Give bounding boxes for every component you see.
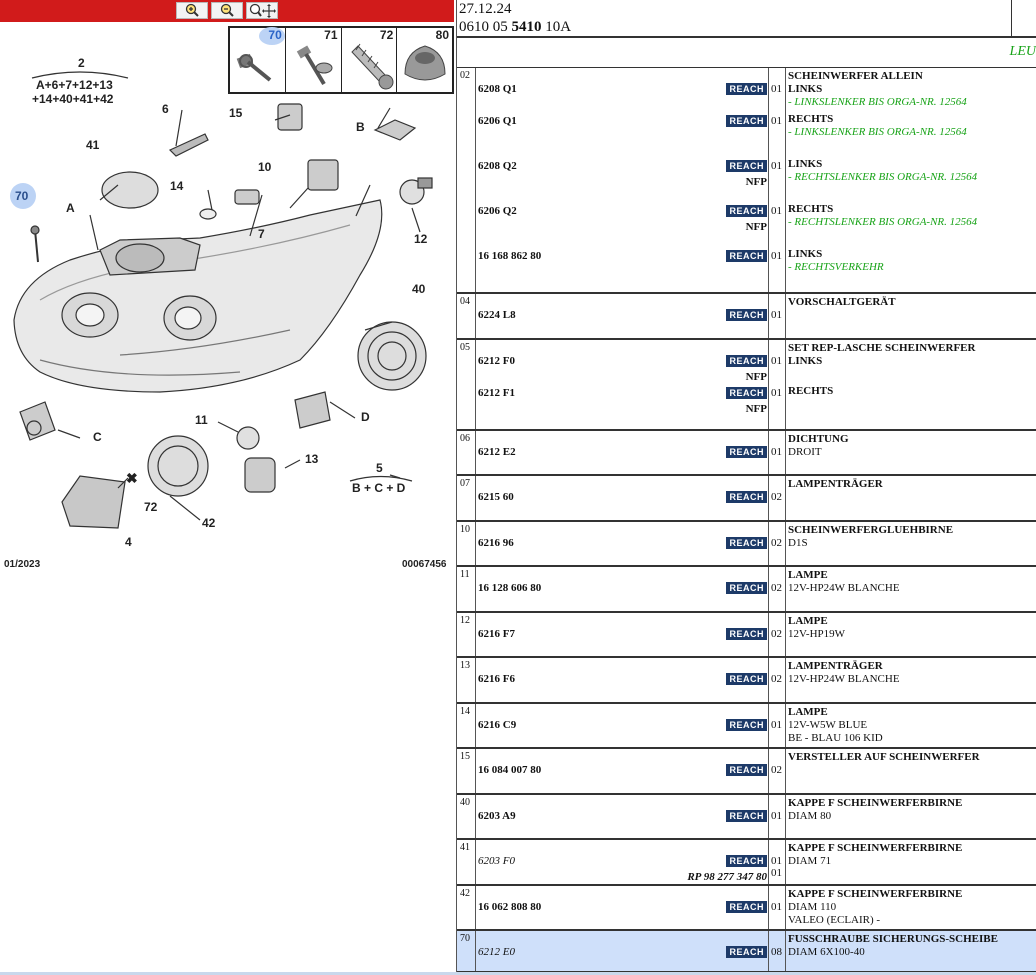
quantity-value: 02 xyxy=(771,628,782,640)
label-40[interactable]: 40 xyxy=(412,282,426,296)
diagram-pane xyxy=(0,0,456,975)
label-70[interactable]: 70 xyxy=(15,189,29,203)
table-row[interactable] xyxy=(457,930,1036,972)
reach-badge: REACH xyxy=(726,855,767,867)
item-number: 06 xyxy=(460,433,470,444)
description-title: SCHEINWERFERGLUEHBIRNE xyxy=(788,524,954,536)
item-number: 13 xyxy=(460,660,470,671)
item-number: 40 xyxy=(460,797,470,808)
label-2[interactable]: 2 xyxy=(78,56,85,70)
quantity-cell xyxy=(768,476,786,520)
description-cell xyxy=(786,431,1036,474)
item-number: 42 xyxy=(460,888,470,899)
quantity-cell xyxy=(768,294,786,338)
item-cell xyxy=(457,431,476,474)
description-detail: D1S xyxy=(788,537,808,549)
reference-cell xyxy=(476,749,768,793)
table-row[interactable] xyxy=(457,794,1036,839)
description-condition: - RECHTSLENKER BIS ORGA-NR. 12564 xyxy=(788,171,978,183)
reference-cell xyxy=(476,476,768,520)
item-number: 12 xyxy=(460,615,470,626)
description-title: LAMPENTRÄGER xyxy=(788,660,883,672)
part-reference[interactable]: 6208 Q1 xyxy=(478,83,517,95)
quantity-cell xyxy=(768,522,786,565)
quantity-value: 01 xyxy=(771,160,782,172)
description-title: KAPPE F SCHEINWERFERBIRNE xyxy=(788,842,963,854)
reach-badge: REACH xyxy=(726,719,767,731)
reference-cell xyxy=(476,340,768,429)
description-title: LAMPENTRÄGER xyxy=(788,478,883,490)
part-reference[interactable]: 6208 Q2 xyxy=(478,160,517,172)
reach-badge: REACH xyxy=(726,582,767,594)
description-cell xyxy=(786,931,1036,971)
table-row[interactable] xyxy=(457,657,1036,703)
description-title: LAMPE xyxy=(788,569,828,581)
description-cell xyxy=(786,886,1036,929)
label-2-parts: A+6+7+12+13 xyxy=(36,78,113,92)
description-variant: LINKS xyxy=(788,83,823,95)
quantity-value: 01 xyxy=(771,446,782,458)
description-cell xyxy=(786,704,1036,747)
reference-cell xyxy=(476,613,768,656)
description-detail: VALEO (ECLAIR) - xyxy=(788,914,881,926)
label-10[interactable]: 10 xyxy=(258,160,272,174)
part-reference[interactable]: 16 084 007 80 xyxy=(478,764,542,776)
description-title: FUSSCHRAUBE SICHERUNGS-SCHEIBE xyxy=(788,933,998,945)
item-number: 04 xyxy=(460,296,470,307)
reach-badge: REACH xyxy=(726,355,767,367)
reach-badge: REACH xyxy=(726,160,767,172)
description-variant: RECHTS xyxy=(788,385,834,397)
quantity-value: 01 xyxy=(771,355,782,367)
label-5[interactable]: 5 xyxy=(376,461,383,475)
description-variant: LINKS xyxy=(788,355,823,367)
item-cell xyxy=(457,613,476,656)
reach-badge: REACH xyxy=(726,205,767,217)
reach-badge: REACH xyxy=(726,491,767,503)
part-reference[interactable]: 6216 F6 xyxy=(478,673,515,685)
item-number: 10 xyxy=(460,524,470,535)
item-number: 70 xyxy=(460,933,470,944)
header-code xyxy=(459,19,571,36)
quantity-cell xyxy=(768,567,786,611)
nfp-label: NFP xyxy=(745,221,767,233)
item-number: 07 xyxy=(460,478,470,489)
reach-badge: REACH xyxy=(726,250,767,262)
reach-badge: REACH xyxy=(726,115,767,127)
quantity-value: 01 xyxy=(771,387,782,399)
part-reference[interactable]: 6206 Q1 xyxy=(478,115,517,127)
header-leu: LEU xyxy=(1009,44,1036,59)
item-number: 15 xyxy=(460,751,470,762)
description-variant: LINKS xyxy=(788,248,823,260)
description-cell xyxy=(786,294,1036,338)
quantity-value: 01 xyxy=(771,115,782,127)
part-reference[interactable]: 6212 F1 xyxy=(478,387,515,399)
quantity-cell xyxy=(768,840,786,884)
item-cell xyxy=(457,931,476,971)
label-5-parts: B + C + D xyxy=(352,481,406,495)
cross-icon: ✖ xyxy=(126,470,138,486)
quantity-cell xyxy=(768,613,786,656)
description-cell xyxy=(786,567,1036,611)
reach-badge: REACH xyxy=(726,83,767,95)
reference-cell xyxy=(476,294,768,338)
table-row[interactable] xyxy=(457,475,1036,521)
reference-cell xyxy=(476,931,768,971)
code-bold: 5410 xyxy=(511,19,542,35)
quantity-value: 01 xyxy=(771,867,782,879)
label-6[interactable]: 6 xyxy=(162,102,169,116)
description-title: VERSTELLER AUF SCHEINWERFER xyxy=(788,751,980,763)
quantity-value: 02 xyxy=(771,537,782,549)
description-detail: DIAM 6X100-40 xyxy=(788,946,865,958)
description-variant: RECHTS xyxy=(788,203,834,215)
item-number: 14 xyxy=(460,706,470,717)
parts-header xyxy=(457,0,1036,38)
description-detail: DIAM 71 xyxy=(788,855,832,867)
label-B[interactable]: B xyxy=(356,120,365,134)
item-cell xyxy=(457,886,476,929)
table-row[interactable] xyxy=(457,703,1036,748)
part-reference[interactable]: 6216 96 xyxy=(478,537,514,549)
description-detail: 12V-W5W BLUE xyxy=(788,719,868,731)
quantity-cell xyxy=(768,749,786,793)
description-detail: 12V-HP24W BLANCHE xyxy=(788,582,900,594)
item-cell xyxy=(457,840,476,884)
quantity-value: 01 xyxy=(771,719,782,731)
description-title: SCHEINWERFER ALLEIN xyxy=(788,70,923,82)
quantity-cell xyxy=(768,340,786,429)
label-14[interactable]: 14 xyxy=(170,179,184,193)
label-4[interactable]: 4 xyxy=(125,535,132,549)
description-cell xyxy=(786,68,1036,292)
quantity-value: 01 xyxy=(771,250,782,262)
description-title: LAMPE xyxy=(788,706,828,718)
item-cell xyxy=(457,749,476,793)
description-title: LAMPE xyxy=(788,615,828,627)
item-number: 41 xyxy=(460,842,470,853)
label-7[interactable]: 7 xyxy=(258,227,265,241)
parts-list-pane xyxy=(456,0,1036,975)
description-cell xyxy=(786,749,1036,793)
diagram-date: 01/2023 xyxy=(4,559,41,570)
reach-badge: REACH xyxy=(726,946,767,958)
label-42[interactable]: 42 xyxy=(202,516,216,530)
part-reference[interactable]: 6216 C9 xyxy=(478,719,517,731)
reach-badge: REACH xyxy=(726,901,767,913)
description-cell xyxy=(786,476,1036,520)
label-2-parts-2: +14+40+41+42 xyxy=(32,92,114,106)
table-row[interactable] xyxy=(457,839,1036,885)
reach-badge: REACH xyxy=(726,387,767,399)
quantity-value: 01 xyxy=(771,83,782,95)
label-D[interactable]: D xyxy=(361,410,370,424)
label-12[interactable]: 12 xyxy=(414,232,428,246)
description-detail: 12V-HP19W xyxy=(788,628,846,640)
reach-badge: REACH xyxy=(726,673,767,685)
part-reference[interactable]: 16 168 862 80 xyxy=(478,250,542,262)
reach-badge: REACH xyxy=(726,446,767,458)
description-condition: - RECHTSVERKEHR xyxy=(788,261,884,273)
description-title: SET REP-LASCHE SCHEINWERFER xyxy=(788,342,976,354)
description-condition: - LINKSLENKER BIS ORGA-NR. 12564 xyxy=(788,96,967,108)
item-cell xyxy=(457,68,476,292)
item-cell xyxy=(457,294,476,338)
part-reference[interactable]: 6216 F7 xyxy=(478,628,515,640)
quantity-value: 02 xyxy=(771,673,782,685)
part-reference[interactable]: 6203 A9 xyxy=(478,810,516,822)
quantity-cell xyxy=(768,795,786,838)
item-cell xyxy=(457,340,476,429)
item-cell xyxy=(457,795,476,838)
description-title: VORSCHALTGERÄT xyxy=(788,296,896,308)
table-row[interactable] xyxy=(457,885,1036,930)
part-reference[interactable]: 6206 Q2 xyxy=(478,205,517,217)
part-reference[interactable]: 16 128 606 80 xyxy=(478,582,542,594)
item-cell xyxy=(457,658,476,702)
item-cell xyxy=(457,476,476,520)
code-suffix: 10A xyxy=(541,19,572,35)
reference-cell xyxy=(476,567,768,611)
label-11[interactable]: 11 xyxy=(195,413,208,427)
reach-badge: REACH xyxy=(726,810,767,822)
label-A[interactable]: A xyxy=(66,201,75,215)
reach-badge: REACH xyxy=(726,628,767,640)
description-condition: - LINKSLENKER BIS ORGA-NR. 12564 xyxy=(788,126,967,138)
item-number: 11 xyxy=(460,569,470,580)
quantity-value: 02 xyxy=(771,582,782,594)
part-reference[interactable]: 16 062 808 80 xyxy=(478,901,542,913)
description-cell xyxy=(786,522,1036,565)
reference-cell xyxy=(476,795,768,838)
thumb-number: 71 xyxy=(324,28,338,42)
reference-cell xyxy=(476,840,768,884)
description-title: DICHTUNG xyxy=(788,433,849,445)
description-cell xyxy=(786,613,1036,656)
reference-cell xyxy=(476,704,768,747)
description-title: KAPPE F SCHEINWERFERBIRNE xyxy=(788,797,963,809)
table-row[interactable] xyxy=(457,612,1036,657)
part-reference[interactable]: 6212 F0 xyxy=(478,355,515,367)
label-41[interactable]: 41 xyxy=(86,138,100,152)
nfp-label: NFP xyxy=(745,403,767,415)
description-cell xyxy=(786,658,1036,702)
nfp-label: NFP xyxy=(745,176,767,188)
reach-badge: REACH xyxy=(726,309,767,321)
quantity-value: 01 xyxy=(771,205,782,217)
quantity-value: 01 xyxy=(771,855,782,867)
quantity-value: 01 xyxy=(771,901,782,913)
part-reference[interactable]: 6215 60 xyxy=(478,491,514,503)
thumb-number: 72 xyxy=(379,28,394,42)
quantity-value: 08 xyxy=(771,946,782,958)
reach-badge: REACH xyxy=(726,764,767,776)
description-detail: 12V-HP24W BLANCHE xyxy=(788,673,900,685)
quantity-cell xyxy=(768,658,786,702)
item-cell xyxy=(457,567,476,611)
quantity-cell xyxy=(768,704,786,747)
quantity-value: 02 xyxy=(771,764,782,776)
reference-cell xyxy=(476,522,768,565)
table-row[interactable] xyxy=(457,748,1036,794)
description-variant: LINKS xyxy=(788,158,823,170)
item-number: 05 xyxy=(460,342,470,353)
table-row[interactable] xyxy=(457,521,1036,566)
part-reference[interactable]: 6203 F0 xyxy=(478,855,515,867)
item-cell xyxy=(457,704,476,747)
diagram-code: 00067456 xyxy=(402,559,447,570)
table-row[interactable] xyxy=(457,67,1036,293)
description-cell xyxy=(786,340,1036,429)
label-72[interactable]: 72 xyxy=(144,500,158,514)
description-condition: - RECHTSLENKER BIS ORGA-NR. 12564 xyxy=(788,216,978,228)
description-cell xyxy=(786,795,1036,838)
table-row[interactable] xyxy=(457,339,1036,430)
item-cell xyxy=(457,522,476,565)
label-C[interactable]: C xyxy=(93,430,102,444)
label-15[interactable]: 15 xyxy=(229,106,243,120)
quantity-cell xyxy=(768,931,786,971)
quantity-value: 01 xyxy=(771,810,782,822)
nfp-label: NFP xyxy=(745,371,767,383)
table-row[interactable] xyxy=(457,566,1036,612)
description-variant: RECHTS xyxy=(788,113,834,125)
description-cell xyxy=(786,840,1036,884)
item-number: 02 xyxy=(460,70,470,81)
reference-cell xyxy=(476,68,768,292)
reference-cell xyxy=(476,658,768,702)
quantity-value: 02 xyxy=(771,491,782,503)
table-row[interactable] xyxy=(457,430,1036,475)
part-reference[interactable]: 6212 E0 xyxy=(478,946,515,958)
part-reference[interactable]: 6224 L8 xyxy=(478,309,516,321)
reach-badge: REACH xyxy=(726,537,767,549)
description-detail: DIAM 110 xyxy=(788,901,837,913)
quantity-value: 01 xyxy=(771,309,782,321)
table-row[interactable] xyxy=(457,293,1036,339)
part-reference[interactable]: 6212 E2 xyxy=(478,446,516,458)
code-prefix: 0610 05 xyxy=(459,19,512,35)
thumb-number: 70 xyxy=(268,28,282,42)
quantity-cell xyxy=(768,431,786,474)
description-detail: BE - BLAU 106 KID xyxy=(788,732,883,744)
quantity-cell xyxy=(768,68,786,292)
description-title: KAPPE F SCHEINWERFERBIRNE xyxy=(788,888,963,900)
header-divider xyxy=(1011,0,1012,38)
label-13[interactable]: 13 xyxy=(305,452,319,466)
reference-cell xyxy=(476,886,768,929)
description-detail: DROIT xyxy=(788,446,822,458)
quantity-cell xyxy=(768,886,786,929)
description-detail: DIAM 80 xyxy=(788,810,832,822)
header-date: 27.12.24 xyxy=(459,1,512,17)
thumb-number: 80 xyxy=(435,28,449,42)
replacement-reference[interactable]: RP 98 277 347 80 xyxy=(687,871,767,883)
reference-cell xyxy=(476,431,768,474)
